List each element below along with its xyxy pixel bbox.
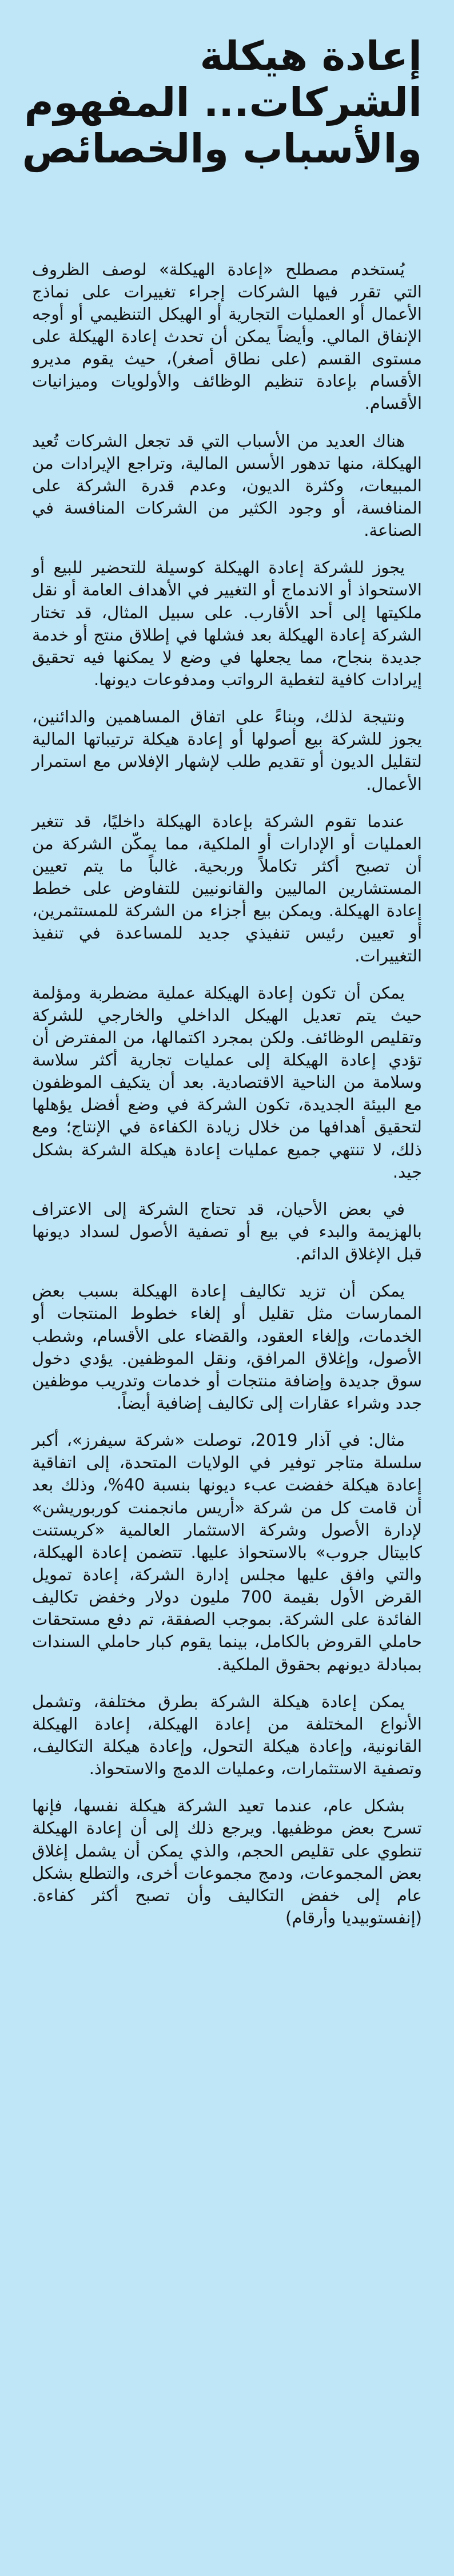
- paragraph-10: يمكن إعادة هيكلة الشركة بطرق مختلفة، وتشمل الأنواع المختلفة من إعادة الهيكلة، إعادة الهيكلة القانونية، وإعادة هيكلة التحول، وإعادة هيكلة التكاليف، وتصفية الاستثمارات، وعمليات الدمج والاستحواذ.: [32, 1691, 422, 1779]
- title-line-2: الشركات... المفهوم: [24, 79, 422, 126]
- article-title: [22, 33, 422, 173]
- paragraph-11: بشكل عام، عندما تعيد الشركة هيكلة نفسها، فإنها تسرح بعض موظفيها. ويرجع ذلك إلى أن إعادة الهيكلة تنطوي على تقليص الحجم، والذي يمكن أن يشمل إغلاق بعض المجموعات، ودمج مجموعات أخرى، والتطلع بشكل عام إلى خفض التكاليف وأن تصبح أكثر كفاءة. (إنفستوبيديا وأرقام): [32, 1796, 422, 1927]
- paragraph-3: يجوز للشركة إعادة الهيكلة كوسيلة للتحضير للبيع أو الاستحواذ أو الاندماج أو التغيير في الأهداف العامة أو نقل ملكيتها إلى أحد الأقارب. على سبيل المثال، قد تختار الشركة إعادة الهيكلة بعد فشلها في إطلاق منتج أو خدمة جديدة بنجاح، مما يجعلها في وضع لا يمكنها فيه تحقيق إيرادات كافية لتغطية الرواتب ومدفوعات ديونها.: [32, 558, 422, 689]
- paragraph-2: هناك العديد من الأسباب التي قد تجعل الشركات تُعيد الهيكلة، منها تدهور الأسس المالية، وتراجع الإيرادات من المبيعات، وكثرة الديون، وعدم قدرة الشركة على المنافسة، أو وجود الكثير من الشركات المنافسة في الصناعة.: [32, 431, 422, 540]
- paragraph-1: يُستخدم مصطلح «إعادة الهيكلة» لوصف الظروف التي تقرر فيها الشركات إجراء تغييرات على نماذج الأعمال أو العمليات التجارية أو الهيكل التنظيمي أو أوجه الإنفاق المالي. وأيضاً يمكن أن تحدث إعادة الهيكلة على مستوى القسم (على نطاق أصغر)، حيث يقوم مديرو الأقسام بإعادة تنظيم الوظائف والأولويات وميزانيات الأقسام.: [32, 259, 422, 414]
- paragraph-5: عندما تقوم الشركة بإعادة الهيكلة داخليًا، قد تتغير العمليات أو الإدارات أو الملكية، مما يمكّن الشركة من أن تصبح أكثر تكاملاً وربحية. غالباً ما يتم تعيين المستشارين الماليين والقانونيين للتفاوض على خطط إعادة الهيكلة. ويمكن بيع أجزاء من الشركة للمستثمرين، أو تعيين رئيس تنفيذي جديد للمساعدة في تنفيذ التغييرات.: [32, 811, 422, 965]
- title-line-1: إعادة هيكلة: [200, 33, 422, 79]
- title-line-3: والأسباب والخصائص: [22, 125, 422, 173]
- paragraph-7: في بعض الأحيان، قد تحتاج الشركة إلى الاعتراف بالهزيمة والبدء في بيع أو تصفية الأصول لسداد ديونها قبل الإغلاق الدائم.: [32, 1199, 422, 1264]
- paragraph-8: يمكن أن تزيد تكاليف إعادة الهيكلة بسبب بعض الممارسات مثل تقليل أو إلغاء خطوط المنتجات أو الخدمات، وإلغاء العقود، والقضاء على الأقسام، وشطب الأصول، وإغلاق المرافق، ونقل الموظفين. يؤدي دخول سوق جديدة وإضافة منتجات أو خدمات وتدريب موظفين جدد وشراء عقارات إلى تكاليف إضافية أيضاً.: [32, 1281, 422, 1413]
- paragraph-4: ونتيجة لذلك، وبناءً على اتفاق المساهمين والدائنين، يجوز للشركة بيع أصولها أو إعادة هيكلة ترتيباتها المالية لتقليل الديون أو تقديم طلب لإشهار الإفلاس مع استمرار الأعمال.: [32, 707, 422, 794]
- paragraph-6: يمكن أن تكون إعادة الهيكلة عملية مضطربة ومؤلمة حيث يتم تعديل الهيكل الداخلي والخارجي للشركة وتقليص الوظائف. ولكن بمجرد اكتمالها، من المفترض أن تؤدي إعادة الهيكلة إلى عمليات تجارية أكثر سلاسة وسلامة من الناحية الاقتصادية. بعد أن يتكيف الموظفون مع البيئة الجديدة، تكون الشركة في وضع أفضل يؤهلها لتحقيق أهدافها من خلال زيادة الكفاءة في الإنتاج؛ ومع ذلك، لا تنتهي جميع عمليات إعادة هيكلة الشركة بشكل جيد.: [32, 983, 422, 1182]
- article-body: [32, 259, 422, 1930]
- paragraph-9: مثال: في آذار 2019، توصلت «شركة سيفرز»، أكبر سلسلة متاجر توفير في الولايات المتحدة، إلى اتفاقية إعادة هيكلة خفضت عبء ديونها بنسبة 40%، وذلك بعد أن قامت كل من شركة «أريس مانجمنت كوربوريشن» لإدارة الأصول وشركة الاستثمار العالمية «كريستنت كابيتال جروب» بالاستحواذ عليها. تتضمن إعادة الهيكلة، والتي وافق عليها مجلس إدارة الشركة، إعادة تمويل القرض الأول بقيمة 700 مليون دولار وخفض تكاليف الفائدة على الشركة. بموجب الصفقة، تم دفع مستحقات حاملي القروض بالكامل، بينما يقوم كبار حاملي السندات بمبادلة ديونهم بحقوق الملكية.: [32, 1430, 422, 1674]
